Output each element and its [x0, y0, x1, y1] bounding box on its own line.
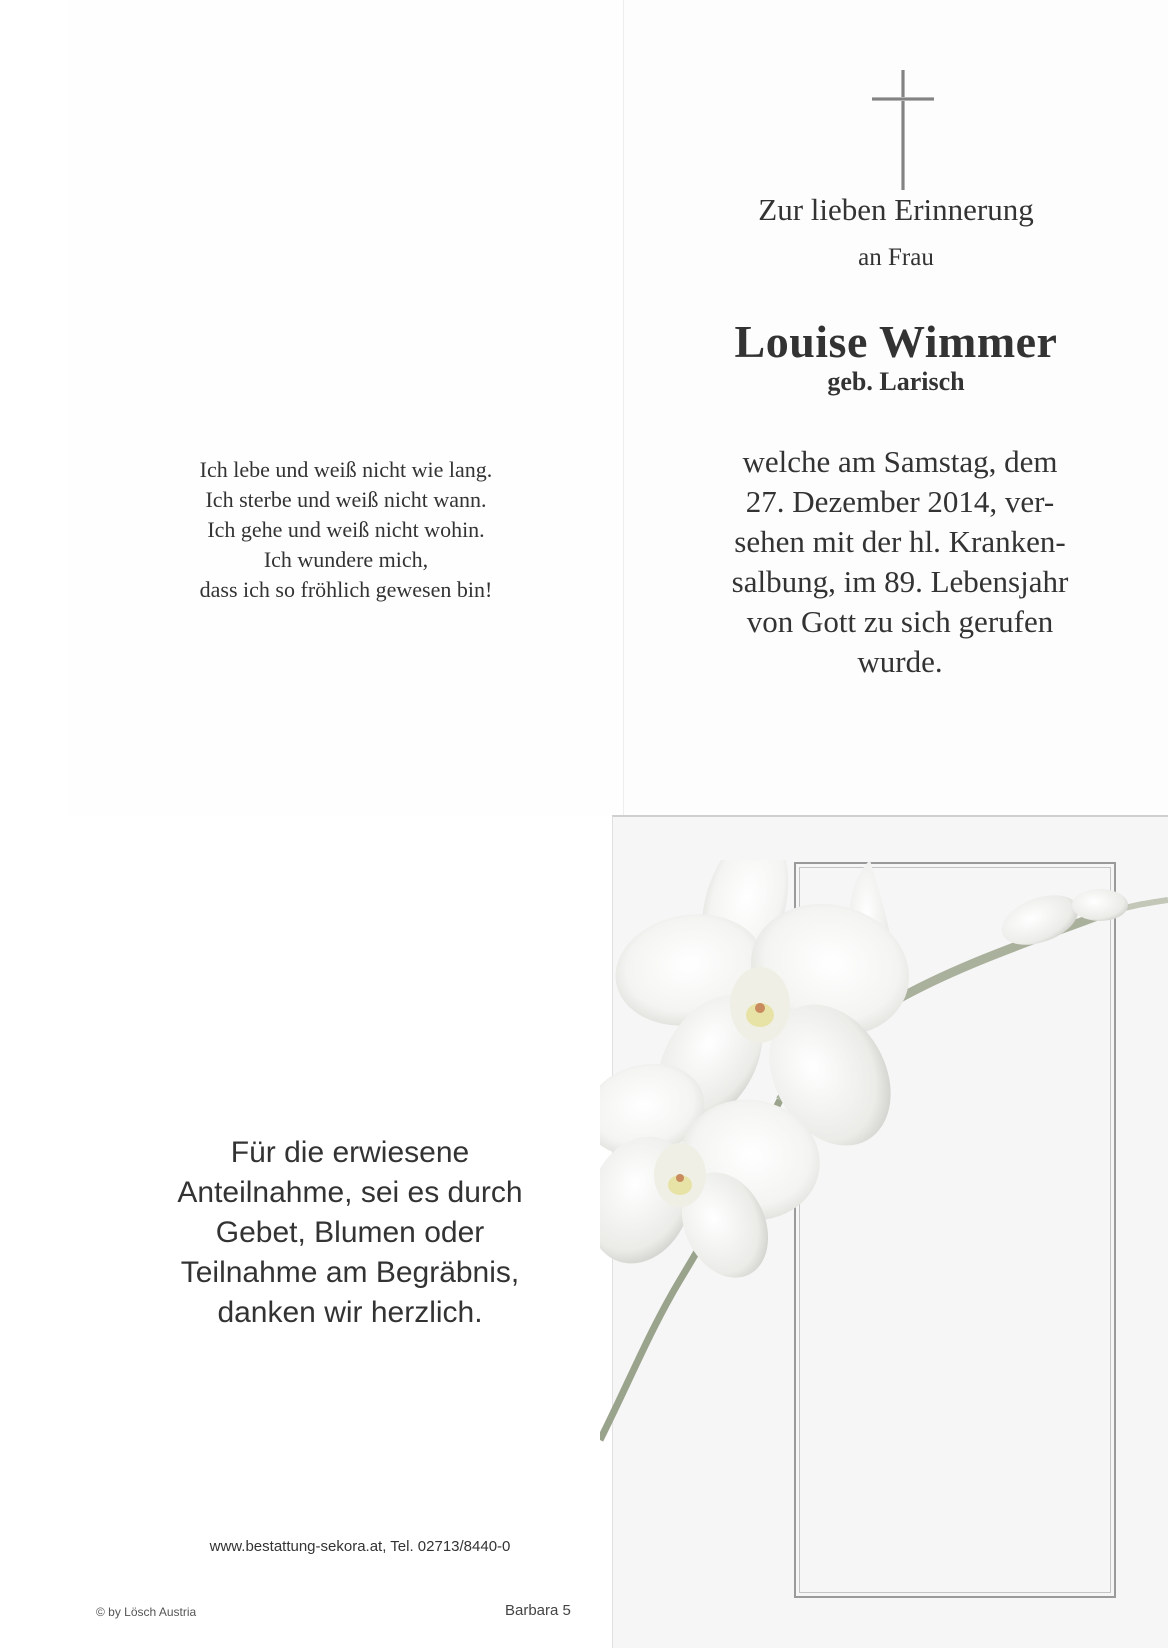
- thanks-line: danken wir herzlich.: [217, 1296, 483, 1329]
- thanks-line: Gebet, Blumen oder: [215, 1216, 485, 1249]
- birth-name: geb. Larisch: [827, 367, 965, 396]
- cross-icon: [872, 70, 934, 198]
- notice-line: 27. Dezember 2014, ver-: [745, 484, 1055, 519]
- death-notice: [680, 442, 1120, 682]
- poem-line: Ich gehe und weiß nicht wohin.: [207, 517, 485, 542]
- memorial-title: Zur lieben Erinnerung: [758, 192, 1034, 227]
- poem-panel: [68, 0, 624, 815]
- notice-line: welche am Samstag, dem: [742, 444, 1058, 479]
- poem-line: Ich sterbe und weiß nicht wann.: [205, 487, 487, 512]
- poem-line: Ich lebe und weiß nicht wie lang.: [199, 457, 493, 482]
- thanks-line: Teilnahme am Begräbnis,: [180, 1256, 520, 1289]
- notice-line: salbung, im 89. Lebensjahr: [731, 564, 1069, 599]
- funeral-home-contact: www.bestattung-sekora.at, Tel. 02713/8440-0: [209, 1538, 511, 1555]
- notice-line: von Gott zu sich gerufen: [746, 604, 1054, 639]
- thanks-line: Für die erwiesene: [230, 1136, 470, 1169]
- poem-line: Ich wundere mich,: [263, 547, 429, 572]
- design-name: Barbara 5: [505, 1602, 571, 1619]
- notice-line: sehen mit der hl. Kranken-: [734, 524, 1066, 559]
- copyright-note: © by Lösch Austria: [96, 1605, 197, 1619]
- deceased-name: Louise Wimmer: [734, 316, 1058, 367]
- orchid-illustration: [600, 860, 1168, 1520]
- poem-line: dass ich so fröhlich gewesen bin!: [199, 577, 493, 602]
- memorial-salutation: an Frau: [858, 244, 934, 271]
- thanks-text: [140, 1133, 560, 1333]
- thanks-line: Anteilnahme, sei es durch: [177, 1176, 523, 1209]
- notice-line: wurde.: [857, 644, 943, 679]
- poem: [68, 455, 624, 605]
